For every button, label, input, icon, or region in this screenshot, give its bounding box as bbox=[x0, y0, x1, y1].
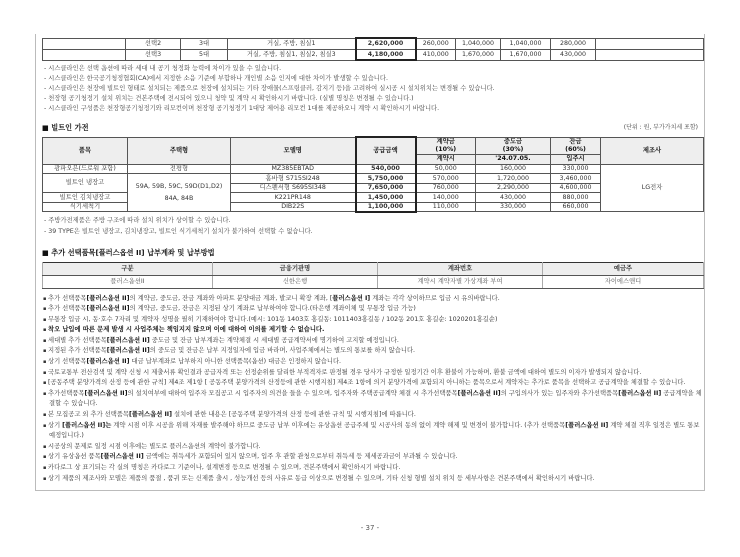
cell-middle: 1,040,000 bbox=[456, 38, 501, 49]
header-deposit-when: 계약시 bbox=[416, 154, 476, 164]
notice-text: [공동주택 분양가격의 산정 등에 관한 규칙] 제4조 제1항 [ 공동주택 분양가격의 산정등에 관한 시행지침] 제4조 1항에 의거 분양가격에 포함되지 아니하는 품목으로서 계약자는 추가로 품목을 선택하고 공급계약을 체결할 수 있습니다. bbox=[47, 379, 686, 387]
notice-item bbox=[42, 463, 702, 474]
notice-text: 의 계약금, 중도금, 잔금은 지정된 상기 계좌로 납부하여야 합니다.(타은행 계좌이체 및 무통장 입금 가능) bbox=[129, 305, 416, 313]
cell-middle: 1,720,000 bbox=[476, 174, 551, 184]
notice-text: 의 구입의사가 있는 입주자와 추가선택품목 bbox=[500, 389, 619, 397]
option-row bbox=[43, 49, 704, 60]
cell-maker bbox=[596, 49, 704, 60]
notice-text: 추가선택품목 bbox=[47, 389, 85, 397]
cell-model: 디스펜서형 S695SI348 bbox=[231, 183, 356, 193]
cell-item: 빌트인 김치냉장고 bbox=[43, 193, 128, 203]
system-note: - 시스클라인은 선택 옵션에 따라 세대 내 공기 청정화 능력에 차이가 있을 수 있습니다. bbox=[44, 65, 282, 72]
account-heading: ■ 추가 선택품목[플러스옵션 II] 납부계좌 및 납부방법 bbox=[42, 247, 215, 258]
emphasis-text: [플러스옵션 II] bbox=[106, 336, 150, 344]
notice-text: 중도금 및 잔금 납부계좌는 계약체결 시 세대별 공급계약서에 명기하여 고지할 예정입니다. bbox=[149, 336, 399, 344]
cell-price: 4,180,000 bbox=[356, 49, 416, 60]
emphasis-text: [플러스옵션 II] bbox=[86, 358, 130, 366]
header-holder: 예금주 bbox=[543, 262, 704, 275]
system-cline-option-table bbox=[42, 37, 704, 61]
cell-bank: 신한은행 bbox=[213, 275, 378, 288]
cell-balance: 1,040,000 bbox=[501, 38, 551, 49]
builtin-appliance-table bbox=[42, 136, 704, 213]
notice-text: 지정된 추가 선택품목 bbox=[47, 347, 107, 355]
cell-middle: 160,000 bbox=[476, 164, 551, 174]
notice-text: 계약 체결 직후 일정은 별도 통보 예정입니다.) bbox=[49, 421, 700, 440]
notice-text: 의 계약금, 중도금, 잔금 계좌와 아파트 분양대금 계좌, 발코니 확장 계좌, [ bbox=[129, 294, 333, 302]
cell-balance: 660,000 bbox=[551, 202, 601, 212]
cell-extra: 280,000 bbox=[551, 38, 596, 49]
cell-price: 2,620,000 bbox=[356, 38, 416, 49]
emphasis-text: [플러스옵션 II] bbox=[86, 305, 130, 313]
cell-balance: 3,460,000 bbox=[551, 174, 601, 184]
notice-text: 시공상의 문제로 일정 시점 이후에는 별도로 플러스옵션의 계약이 불가합니다. bbox=[47, 442, 261, 450]
system-note: - 시스클라인은 한국공기청정협회(CA)에서 지정한 소음 기준에 부합하나 개인별 소음 인지에 대한 차이가 발생할 수 있습니다. bbox=[44, 75, 388, 82]
notice-text: 추가 선택품목 bbox=[47, 294, 87, 302]
cell-deposit: 50,000 bbox=[416, 164, 476, 174]
notice-item bbox=[42, 410, 702, 421]
notice-text: 상기 bbox=[47, 421, 63, 429]
cell-holder: 자이에스앤디 bbox=[543, 275, 704, 288]
cell-category: 플러스옵션II bbox=[43, 275, 213, 288]
notice-text: 계약 시점 이후 시공을 위해 자재를 발주해야 하므로 중도금 납부 이후에는 유상옵션 공급주체 및 시공사의 동의 없이 계약 해제 및 변경이 불가합니다. (추가 선택품목 bbox=[111, 421, 566, 429]
system-note: - 시스클라인은 천장에 빌트인 형태로 설치되는 제품으로 천장에 설치되는 기타 장애물(스프링클러, 감지기 등)을 고려하여 실시공 시 설치위치는 변경될 수 있습니다. bbox=[44, 85, 495, 92]
cell-item: 빌트인 냉장고 bbox=[43, 174, 128, 193]
cell-type: 전평형 bbox=[128, 164, 231, 174]
cell-balance: 330,000 bbox=[551, 164, 601, 174]
cell-maker: LG전자 bbox=[601, 164, 704, 212]
notice-text: 본 모집공고 외 추가 선택품목 bbox=[47, 411, 129, 419]
emphasis-text: [플러스옵션 II] bbox=[86, 294, 130, 302]
cell-extra: 430,000 bbox=[551, 49, 596, 60]
account-table bbox=[42, 262, 704, 289]
builtin-note: - 39 TYPE은 빌트인 냉장고, 김치냉장고, 빌트인 식기세척기 설치가 불가하여 선택할 수 없습니다. bbox=[44, 227, 313, 235]
header-middle-when: '24.07.05. bbox=[476, 154, 551, 164]
cell-price: 1,100,000 bbox=[356, 202, 416, 212]
cell-rooms: 거실, 주방, 침실1, 침실2, 침실3 bbox=[228, 49, 356, 60]
cell-model: K221PR148 bbox=[231, 193, 356, 203]
cell-count: 5대 bbox=[181, 49, 228, 60]
cell-middle: 2,290,000 bbox=[476, 183, 551, 193]
emphasis-text: [플러스옵션 II] bbox=[106, 347, 150, 355]
cell-deposit: 570,000 bbox=[416, 174, 476, 184]
cell-price: 540,000 bbox=[356, 164, 416, 174]
emphasis-text: 착오 납입에 따른 문제 발생 시 사업주체는 책임지지 않으며 이에 대하여 이의를 제기할 수 없습니다. bbox=[47, 326, 325, 334]
cell-middle: 430,000 bbox=[476, 193, 551, 203]
cell-middle: 330,000 bbox=[476, 202, 551, 212]
notice-item bbox=[42, 442, 702, 453]
builtin-heading: ■ 빌트인 가전 bbox=[42, 122, 89, 133]
emphasis-text: [플러스옵션 II] bbox=[128, 411, 173, 419]
cell-blank bbox=[43, 38, 126, 49]
header-middle: 중도금 (30%) bbox=[476, 137, 551, 154]
system-notes bbox=[42, 64, 702, 114]
notice-text: 의 설치여부에 대하여 입주자 모집공고 시 입주자의 의견을 들을 수 있으며, 입주자와 주택공급계약 체결 시 추가선택품목 bbox=[127, 389, 458, 397]
cell-price: 1,450,000 bbox=[356, 193, 416, 203]
option-row bbox=[43, 38, 704, 49]
emphasis-text: [플러스옵션 II] bbox=[618, 389, 662, 397]
cell-model: 홈바형 S715SI248 bbox=[231, 174, 356, 184]
cell-deposit: 110,000 bbox=[416, 202, 476, 212]
notice-text: 상기 제품의 제조사와 모델은 제품의 품절 , 품귀 또는 신제품 출시 , 성능개선 등의 사유로 동급 이상으로 변경될 수 있으며, 기타 신청 형별 설치 위치 등 세부사항은 견본주택에서 확인하시기 바랍니다. bbox=[47, 474, 595, 482]
emphasis-text: [플러스옵션 II] bbox=[565, 421, 609, 429]
notice-item bbox=[42, 378, 702, 389]
notice-text: 국토교통부 전산검색 및 계약 신청 시 제출서류 확인결과 공급자격 또는 선정순위를 달리한 부적격자로 판정될 경우 당사가 규정한 일정기간 이후 환불이 가능하며, 환불 금액에 대하여 별도의 이자가 발생되지 않습니다. bbox=[47, 368, 642, 376]
unit-note: (단위 : 원, 부가가치세 포함) bbox=[623, 124, 698, 131]
notice-item bbox=[42, 389, 702, 410]
notice-text: 상기 유상옵션 품목 bbox=[47, 453, 101, 461]
builtin-heading-row bbox=[42, 122, 702, 133]
header-balance-when: 입주시 bbox=[551, 154, 601, 164]
cell-model: MZ385EBTAD bbox=[231, 164, 356, 174]
notice-item bbox=[42, 336, 702, 347]
notice-text: 상기 선택품목 bbox=[47, 358, 87, 366]
cell-account-number: 계약시 계약자별 가상계좌 부여 bbox=[378, 275, 543, 288]
notice-text: 의 중도금 및 잔금은 납부 지정일자에 입금 바라며, 사업주체에서는 별도의 통보를 하지 않습니다. bbox=[149, 347, 416, 355]
builtin-note: - 주방가전제품은 주방 구조에 따라 설치 위치가 상이할 수 있습니다. bbox=[44, 216, 231, 224]
cell-model: DIB22S bbox=[231, 202, 356, 212]
notice-item bbox=[42, 368, 702, 379]
notice-item bbox=[42, 346, 702, 357]
cell-price: 5,750,000 bbox=[356, 174, 416, 184]
cell-item: 광파오븐(드로워 포함) bbox=[43, 164, 128, 174]
notice-item bbox=[42, 452, 702, 463]
notice-item bbox=[42, 474, 702, 485]
cell-rooms: 거실, 주방, 침실1 bbox=[228, 38, 356, 49]
emphasis-text: [플러스옵션 II] bbox=[84, 389, 128, 397]
notice-item bbox=[42, 294, 702, 305]
emphasis-text: [플러스옵션 II] bbox=[100, 453, 144, 461]
header-category: 구분 bbox=[43, 262, 213, 275]
cell-price: 7,650,000 bbox=[356, 183, 416, 193]
cell-maker bbox=[596, 38, 704, 49]
cell-option: 선택3 bbox=[126, 49, 181, 60]
header-account-number: 계좌번호 bbox=[378, 262, 543, 275]
cell-balance: 1,670,000 bbox=[501, 49, 551, 60]
header-price: 공급금액 bbox=[356, 137, 416, 164]
cell-types: 59A, 59B, 59C, 59D(D1,D2) 84A, 84B bbox=[128, 174, 231, 212]
notice-item bbox=[42, 421, 702, 442]
cell-deposit: 760,000 bbox=[416, 183, 476, 193]
header-item: 품목 bbox=[43, 137, 128, 164]
notice-text: 추가 선택품목 bbox=[47, 305, 87, 313]
page-number: - 37 - bbox=[360, 524, 380, 533]
header-maker: 제조사 bbox=[601, 137, 704, 164]
notice-text: 무통장 입금 시, 동·호수 7자리 및 계약자 성명을 필히 기재하여야 합니다.(예시: 101동 1403호 홍길동: 1011403홍길동 / 102동 201호 홍길순: 1020201홍길순) bbox=[47, 315, 498, 323]
emphasis-text: [플러스옵션 II]는 bbox=[62, 421, 112, 429]
notice-list bbox=[42, 294, 702, 485]
system-note: - 시스클라인 구성품은 천장형공기청정기와 리모컨이며 천장형 공기청정기 1대당 제어용 리모컨 1대를 제공하오니 계약 시 확인하시기 바랍니다. bbox=[44, 105, 440, 112]
cell-balance: 880,000 bbox=[551, 193, 601, 203]
account-heading-row bbox=[42, 247, 702, 258]
cell-deposit: 410,000 bbox=[416, 49, 456, 60]
cell-middle: 1,670,000 bbox=[456, 49, 501, 60]
header-model: 모델명 bbox=[231, 137, 356, 164]
notice-text: 금액에는 취득세가 포함되어 있지 않으며, 입주 후 관할 관청으로부터 취득세 등 제세공과금이 부과될 수 있습니다. bbox=[143, 453, 458, 461]
cell-deposit: 140,000 bbox=[416, 193, 476, 203]
header-type: 주택형 bbox=[128, 137, 231, 164]
notice-item bbox=[42, 304, 702, 315]
header-balance: 잔금 (60%) bbox=[551, 137, 601, 154]
system-note: - 천장형 공기청정기 설치 위치는 견본주택에 전시되어 있으니 청약 및 계약 시 확인하시기 바랍니다. (실별 명칭은 변경될 수 있습니다.) bbox=[44, 95, 414, 102]
cell-balance: 4,600,000 bbox=[551, 183, 601, 193]
notice-item bbox=[42, 357, 702, 368]
emphasis-text: 플러스옵션 I] bbox=[332, 294, 371, 302]
notice-text: 계좌는 각각 상이하므로 입금 시 유의바랍니다. bbox=[370, 294, 500, 302]
cell-blank bbox=[43, 49, 126, 60]
notice-text: 세대별 추가 선택품목 bbox=[47, 336, 107, 344]
notice-item bbox=[42, 315, 702, 326]
cell-count: 3대 bbox=[181, 38, 228, 49]
notice-text: 대금 납부계좌로 납부하지 아니한 선택품목(옵션) 대금은 인정하지 않습니다. bbox=[129, 358, 342, 366]
header-deposit: 계약금 (10%) bbox=[416, 137, 476, 154]
cell-deposit: 260,000 bbox=[416, 38, 456, 49]
notice-text: 공급계약을 체결할 수 있습니다. bbox=[49, 389, 702, 408]
cell-item: 식기세척기 bbox=[43, 202, 128, 212]
notice-text: 카다로그 상 표기되는 각 실의 명칭은 카다로그 기준이나, 설계변경 등으로 변경될 수 있으며, 견본주택에서 확인하시기 바랍니다. bbox=[47, 464, 401, 471]
header-bank: 금융기관명 bbox=[213, 262, 378, 275]
emphasis-text: [플러스옵션 II] bbox=[457, 389, 501, 397]
cell-option: 선택2 bbox=[126, 38, 181, 49]
notice-item bbox=[42, 325, 702, 336]
notice-text: 설치에 관한 내용은 [공동주택 분양가격의 산정 등에 관한 규칙 및 시행지침]에 따릅니다. bbox=[172, 411, 416, 419]
page-frame bbox=[35, 34, 705, 491]
